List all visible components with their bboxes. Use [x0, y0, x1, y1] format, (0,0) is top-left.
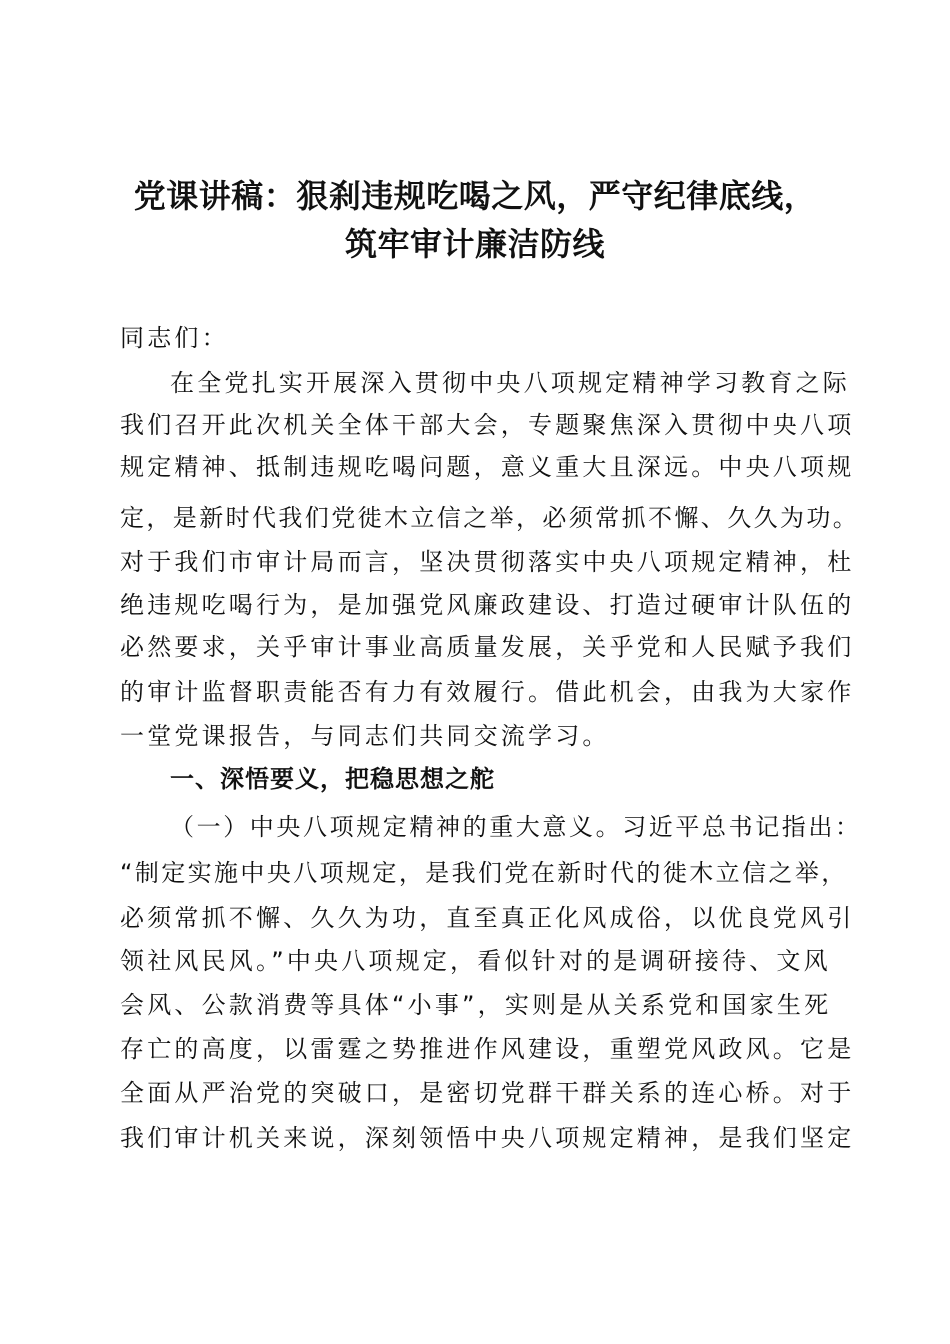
paragraph-line: 领社风民风。”中央八项规定，看似针对的是调研接待、文风 — [120, 947, 831, 975]
paragraph-line: 我们审计机关来说，深刻领悟中央八项规定精神，是我们坚定 — [120, 1124, 855, 1152]
paragraph-line: 的审计监督职责能否有力有效履行。借此机会，由我为大家作 — [120, 678, 855, 706]
section-heading: 一、深悟要义，把稳思想之舵 — [170, 765, 495, 793]
title-line-2: 筑牢审计廉洁防线 — [344, 225, 605, 263]
paragraph-line: 一堂党课报告，与同志们共同交流学习。 — [120, 722, 610, 750]
title-line-1: 党课讲稿：狠刹违规吃喝之风，严守纪律底线， — [133, 177, 817, 215]
paragraph-line: 必须常抓不懈、久久为功，直至真正化风成俗，以优良党风引 — [120, 904, 855, 932]
paragraph-line: 在全党扎实开展深入贯彻中央八项规定精神学习教育之际 — [170, 369, 850, 397]
salutation: 同志们： — [120, 324, 229, 352]
paragraph-line: 对于我们市审计局而言，坚决贯彻落实中央八项规定精神，杜 — [120, 548, 855, 576]
paragraph-line: 存亡的高度，以雷霆之势推进作风建设，重塑党风政风。它是 — [120, 1035, 855, 1063]
paragraph-line: 规定精神、抵制违规吃喝问题，意义重大且深远。中央八项规 — [120, 453, 855, 481]
paragraph-line: 我们召开此次机关全体干部大会，专题聚焦深入贯彻中央八项 — [120, 411, 855, 439]
paragraph-line: （一）中央八项规定精神的重大意义。习近平总书记指出： — [170, 813, 862, 841]
paragraph-line: “制定实施中央八项规定，是我们党在新时代的徙木立信之举， — [120, 859, 848, 887]
paragraph-line: 定，是新时代我们党徙木立信之举，必须常抓不懈、久久为功。 — [120, 504, 860, 532]
paragraph-line: 会风、公款消费等具体“小事”，实则是从关系党和国家生死 — [120, 991, 832, 1019]
paragraph-line: 全面从严治党的突破口，是密切党群干群关系的连心桥。对于 — [120, 1079, 855, 1107]
paragraph-line: 绝违规吃喝行为，是加强党风廉政建设、打造过硬审计队伍的 — [120, 591, 855, 619]
paragraph-line: 必然要求，关乎审计事业高质量发展，关乎党和人民赋予我们 — [120, 633, 855, 661]
